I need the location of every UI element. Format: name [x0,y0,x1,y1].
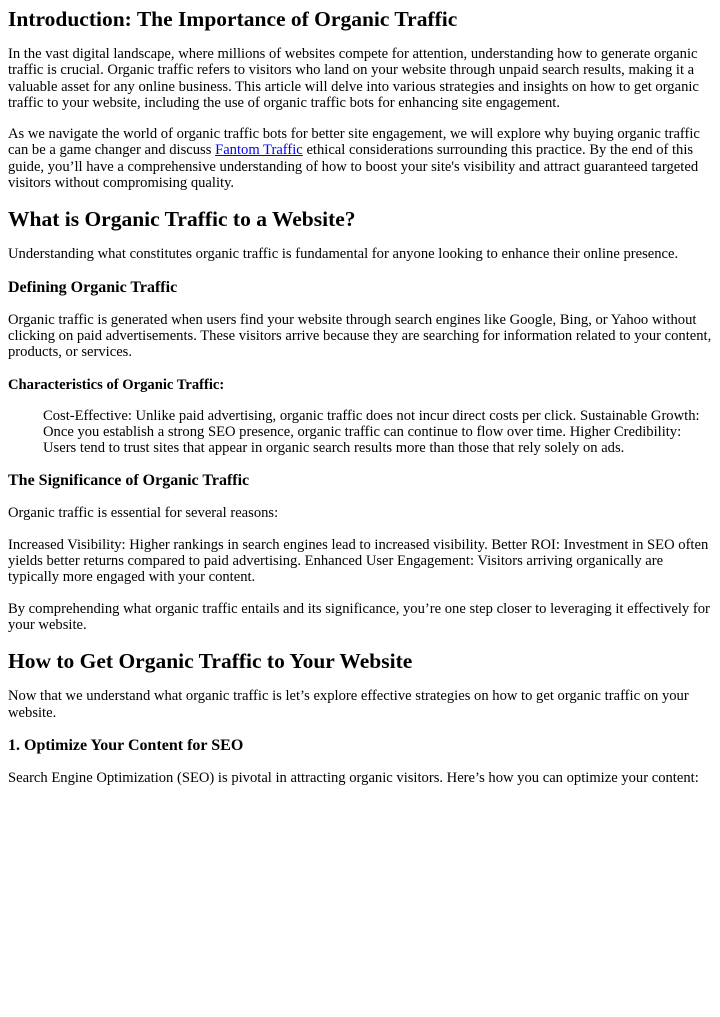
significance-paragraph-3: By comprehending what organic traffic entails and its significance, you’re one step closer to leveraging it effectively for your website. [8,600,710,633]
optimize-content-heading: 1. Optimize Your Content for SEO [8,736,244,754]
significance-paragraph-1: Organic traffic is essential for several reasons: [8,505,279,522]
defining-paragraph: Organic traffic is generated when users find your website through search engines like Google, Bing, or Yahoo without clicking on paid advertisements. These visitors arrive because they are searching for information related to your content, products, or services. [8,311,712,361]
significance-heading: The Significance of Organic Traffic [8,472,250,490]
how-to-paragraph: Now that we understand what organic traffic is let’s explore effective strategies on how to get organic traffic on your website. [8,688,689,721]
what-paragraph: Understanding what constitutes organic traffic is fundamental for anyone looking to enhance their online presence. [8,246,679,263]
defining-organic-traffic-heading: Defining Organic Traffic [8,278,178,296]
fantom-traffic-link[interactable]: Fantom Traffic [215,142,303,159]
how-to-heading: How to Get Organic Traffic to Your Website [8,649,413,674]
intro-paragraph-1: In the vast digital landscape, where millions of websites compete for attention, understanding how to generate organic traffic is crucial. Organic traffic refers to visitors who land on your website through unpaid search results, making it a valuable asset for any online business. This article will delve into various strategies and insights on how to get organic traffic to your website, including the use of organic traffic bots for enhancing site engagement. [8,46,699,111]
characteristics-heading: Characteristics of Organic Traffic: [8,376,225,393]
characteristics-quote: Cost-Effective: Unlike paid advertising, organic traffic does not incur direct costs per click. Sustainable Growth: Once you establish a strong SEO presence, organic traffic can continue to flow over time. Higher Credibility: Users tend to trust sites that appear in organic search results more than those that rely solely on ads. [43,407,700,457]
intro-paragraph-2 [8,126,712,191]
intro-heading: Introduction: The Importance of Organic Traffic [8,7,458,31]
intro-paragraph-2-end: ethical considerations surrounding this practice. By the end of this guide, you’ll have a comprehensive understanding of how to boost your site's visibility and attract guaranteed targeted visitors without compromising quality. [8,142,699,192]
what-is-organic-traffic-heading: What is Organic Traffic to a Website? [8,207,356,232]
intro-paragraph-2-start: As we navigate the world of organic traffic bots for better site engagement, we will explore why buying organic traffic can be a game changer and discuss [8,126,700,159]
optimize-paragraph: Search Engine Optimization (SEO) is pivotal in attracting organic visitors. Here’s how you can optimize your content: [8,769,699,786]
significance-paragraph-2: Increased Visibility: Higher rankings in search engines lead to increased visibility. Better ROI: Investment in SEO often yields better returns compared to paid advertising. Enhanced User Engagement: Visitors arriving organically are typically more engaged with your content. [8,536,709,586]
